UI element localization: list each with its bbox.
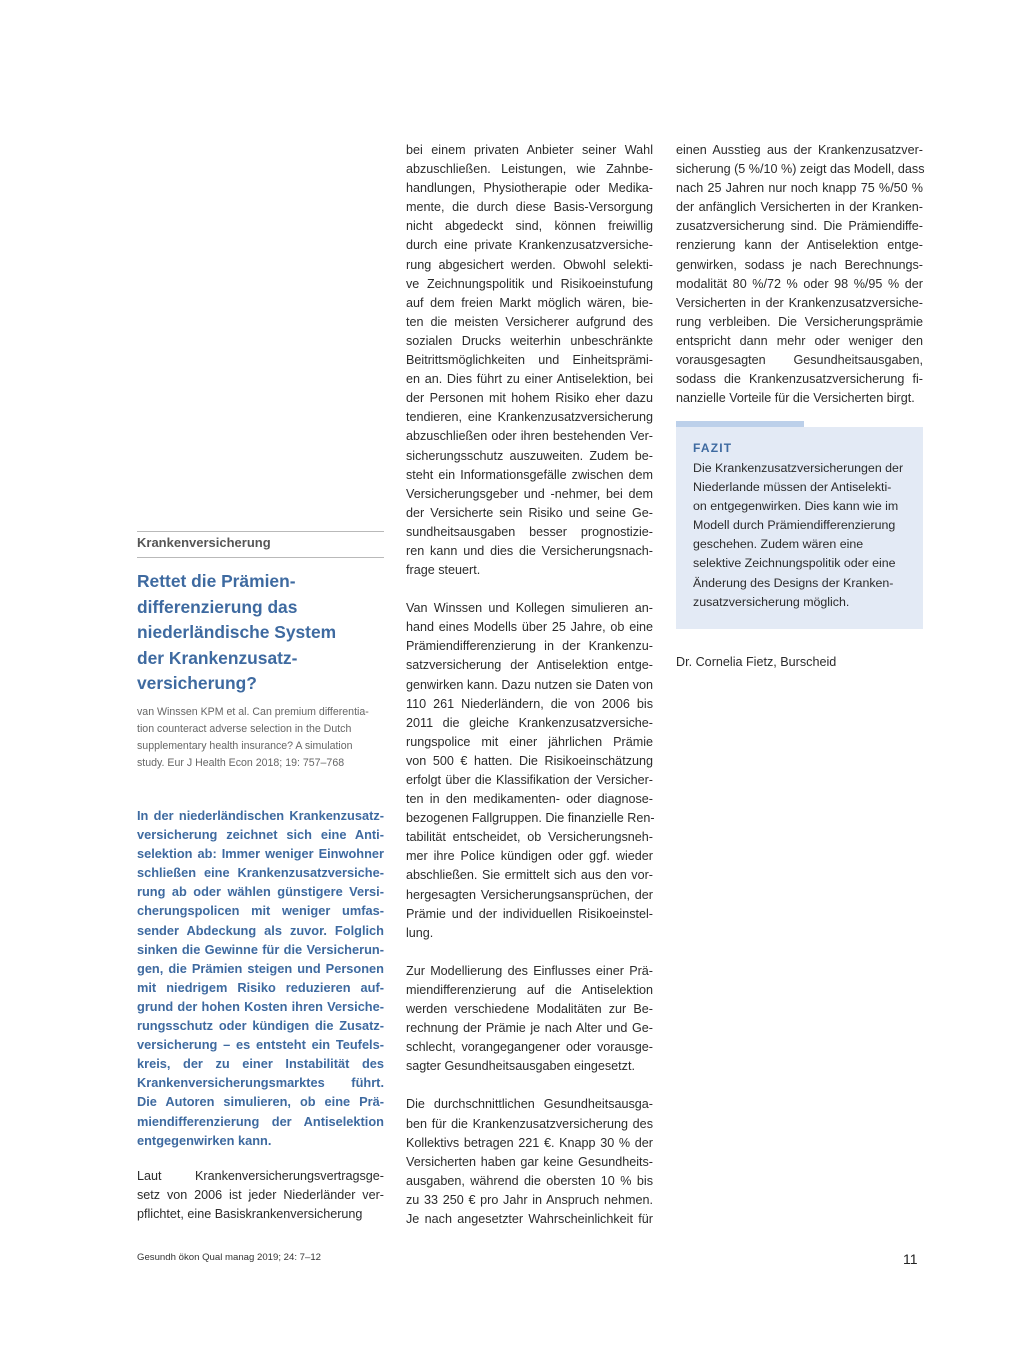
text-line: mente, die durch diese Basis-Versorgung bbox=[406, 200, 653, 215]
text-line: versicherung – es entsteht ein Teufels- bbox=[137, 1037, 384, 1053]
title-line: differenzierung das bbox=[137, 596, 298, 617]
text-line: sozialen Drucks weiterhin unbeschränkte bbox=[406, 333, 653, 348]
text-line: 110 261 Niederländern, die von 2006 bis bbox=[406, 696, 653, 711]
reference-citation bbox=[137, 704, 384, 772]
text-line: pflichtet, eine Basiskrankenversicherung bbox=[137, 1207, 363, 1222]
text-line: rungspolice mit einer jährlichen Prämie bbox=[406, 734, 653, 749]
text-line: Versicherten in der Krankenzusatzversiche- bbox=[676, 295, 923, 310]
text-line: bei einem privaten Anbieter seiner Wahl bbox=[406, 143, 653, 157]
text-line: ben für die Krankenzusatzversicherung des bbox=[406, 1116, 653, 1131]
text-line: miendifferenzierung auf die Antiselektion bbox=[406, 982, 653, 997]
text-line: sender Abdeckung als zuvor. Folglich bbox=[137, 922, 384, 938]
title-line: der Krankenzusatz- bbox=[137, 647, 298, 668]
text-line: auf dem freien Markt möglich wären, bie- bbox=[406, 295, 653, 310]
text-line: handlungen, Physiotherapie oder Medika- bbox=[406, 181, 653, 196]
text-line: rungsschutz oder kündigen die Zusatz- bbox=[137, 1018, 384, 1034]
text-line: Versicherten haben gar keine Gesundheits- bbox=[406, 1154, 653, 1169]
text-line: schlecht, vorangegangener oder vorausge- bbox=[406, 1040, 653, 1055]
footer-citation: Gesundh ökon Qual manag 2019; 24: 7–12 bbox=[137, 1252, 322, 1263]
text-line: en an. Dies führt zu einer Antiselektion, bei bbox=[406, 372, 653, 387]
text-line: Versicherungsgeber und -nehmer, bei dem bbox=[406, 486, 653, 501]
fazit-text bbox=[693, 459, 908, 612]
text-line: genwirken kann. Dazu nutzen sie Daten von bbox=[406, 677, 653, 692]
text-line: sicherung (5 %/10 %) zeigt das Modell, dass bbox=[676, 162, 925, 177]
text-line: renzierung kann der Antiselektion entge- bbox=[676, 238, 923, 253]
col1-body bbox=[137, 1167, 384, 1224]
text-line: einen Ausstieg aus der Krankenzusatzver- bbox=[676, 143, 923, 157]
text-line: zusatzversicherung möglich. bbox=[693, 594, 850, 609]
text-line: zusatzversicherung sind. Die Prämiendiffe- bbox=[676, 219, 923, 234]
text-line: sodass die Krankenzusatzversicherung fi- bbox=[676, 372, 923, 387]
text-line: erfolgt über die Klassifikation der Versicher- bbox=[406, 773, 653, 787]
fazit-heading: FAZIT bbox=[693, 441, 733, 455]
text-line: mer ihre Police kündigen oder ggf. wieder bbox=[406, 849, 653, 864]
text-line: miendifferenzierung der Antiselektion bbox=[137, 1113, 384, 1129]
paragraph bbox=[406, 1095, 653, 1229]
text-line: frage steuert. bbox=[406, 563, 481, 578]
text-line: Je nach angesetzter Wahrscheinlichkeit für bbox=[406, 1211, 653, 1226]
text-line: lung. bbox=[406, 925, 434, 940]
text-line: entgegenwirken kann. bbox=[137, 1132, 272, 1148]
text-line: Prämie und der individuellen Risikoeinstel- bbox=[406, 906, 653, 921]
section-label: Krankenversicherung bbox=[137, 535, 271, 550]
paragraph bbox=[406, 599, 653, 943]
text-line: abzuschließen oder ihren bestehenden Ver- bbox=[406, 429, 653, 444]
reference-line: tion counteract adverse selection in the Dutch bbox=[137, 723, 352, 735]
text-line: von 500 € hatten. Die Risikoeinschätzung bbox=[406, 753, 653, 768]
text-line: der Versicherte sein Risiko und seine Ge- bbox=[406, 505, 653, 520]
text-line: geschehen. Zudem wären eine bbox=[693, 537, 864, 552]
title-line: Rettet die Prämien- bbox=[137, 571, 296, 591]
text-line: Zur Modellierung des Einflusses einer Prä- bbox=[406, 963, 653, 978]
text-line: rechnung der Prämie je nach Alter und Ge- bbox=[406, 1021, 653, 1036]
text-line: sinken die Gewinne für die Versicherun- bbox=[137, 941, 384, 957]
text-line: der Personen mit hohem Risiko eher dazu bbox=[406, 391, 653, 406]
text-line: hergesagten Versicherungsansprüchen, der bbox=[406, 887, 653, 902]
text-line: Laut Krankenversicherungsvertragsge- bbox=[137, 1169, 384, 1183]
text-line: gen, die Prämien steigen und Personen bbox=[137, 960, 384, 976]
reference-line: van Winssen KPM et al. Can premium differentia- bbox=[137, 706, 369, 718]
text-line: ten in den medikamenten- oder diagnose- bbox=[406, 792, 653, 807]
text-line: ausgaben, während die obersten 10 % bis bbox=[406, 1173, 653, 1188]
text-line: Niederlande müssen der Antiselekti- bbox=[693, 480, 892, 495]
article-title bbox=[137, 569, 384, 697]
text-line: sicherungsschutz auszuweiten. Zudem be- bbox=[406, 448, 653, 463]
text-line: rung abgesichert werden. Obwohl selekti- bbox=[406, 257, 653, 272]
text-line: sagter Gesundheitsausgaben eingesetzt. bbox=[406, 1059, 635, 1074]
reference-line: supplementary health insurance? A simulation bbox=[137, 740, 353, 752]
text-line: tendieren, eine Krankenzusatzversicherung bbox=[406, 410, 653, 425]
text-line: cherungspolicen mit weniger umfas- bbox=[137, 903, 384, 919]
text-line: abschließen. Sie ermittelt sich aus den vor- bbox=[406, 868, 653, 883]
text-line: Krankenversicherungsmarktes führt. bbox=[137, 1075, 384, 1091]
text-line: nanzielle Vorteile für die Versicherten birgt. bbox=[676, 391, 915, 406]
text-line: setz von 2006 ist jeder Niederländer ver- bbox=[137, 1188, 384, 1203]
text-line: Van Winssen und Kollegen simulieren an- bbox=[406, 601, 653, 616]
text-line: Änderung des Designs der Kranken- bbox=[693, 575, 894, 590]
text-line: grund der hohen Kosten ihren Versiche- bbox=[137, 998, 384, 1014]
text-line: Modell durch Prämiendifferenzierung bbox=[693, 518, 896, 533]
text-line: nicht abgedeckt sind, können freiwillig bbox=[406, 219, 653, 234]
text-line: ren kann und dies die Versicherungsnach- bbox=[406, 543, 653, 558]
text-line: modalität 80 %/72 % oder 98 %/95 % der bbox=[676, 276, 923, 291]
text-line: ten die meisten Versicherer aufgrund des bbox=[406, 314, 653, 329]
text-line: steht ein Informationsgefälle zwischen dem bbox=[406, 467, 653, 482]
paragraph bbox=[406, 141, 653, 580]
text-line: versicherung zeichnet sich eine Anti- bbox=[137, 827, 384, 843]
text-line: 2011 die gleiche Krankenzusatzversiche- bbox=[406, 715, 653, 730]
text-line: Prämiendifferenzierung in der Krankenzu- bbox=[406, 639, 653, 654]
abstract bbox=[137, 806, 384, 1150]
text-line: In der niederländischen Krankenzusatz- bbox=[137, 808, 384, 823]
text-line: entspricht dann mehr oder weniger den bbox=[676, 333, 923, 348]
text-line: bezogenen Fallgruppen. Die finanzielle Ren- bbox=[406, 811, 655, 826]
text-line: Die durchschnittlichen Gesundheitsausga- bbox=[406, 1097, 653, 1112]
text-line: tabilität entscheidet, ob Versicherungsneh- bbox=[406, 830, 653, 845]
text-line: rung ab oder wählen günstigere Versi- bbox=[137, 884, 384, 900]
text-line: werden verschiedene Modalitäten zur Be- bbox=[406, 1002, 653, 1017]
page-number: 11 bbox=[903, 1251, 918, 1267]
section-bottom-rule bbox=[137, 557, 384, 558]
text-line: der anfänglich Versicherten in der Kranken- bbox=[676, 200, 923, 215]
text-line: satzversicherung der Antiselektion entge- bbox=[406, 658, 653, 673]
text-line: ve Zeichnungspolitik und Risikoeinstufung bbox=[406, 276, 653, 291]
text-line: rung verbleiben. Die Versicherungsprämie bbox=[676, 314, 923, 329]
text-line: Beitrittsmöglichkeiten und Einheitsprämi- bbox=[406, 353, 653, 368]
title-line: niederländische System bbox=[137, 622, 337, 643]
reference-line: study. Eur J Health Econ 2018; 19: 757–768 bbox=[137, 757, 345, 769]
text-line: selektive Zeichnungspolitik oder eine bbox=[693, 556, 896, 571]
text-line: durch eine private Krankenzusatzversiche- bbox=[406, 238, 653, 253]
text-line: mit niedrigem Risiko reduzieren auf- bbox=[137, 979, 384, 995]
text-line: sundheitsausgaben besser prognostizie- bbox=[406, 524, 653, 539]
text-line: Kollektivs betragen 221 €. Knapp 30 % der bbox=[406, 1135, 653, 1150]
text-line: kreis, der zu einer Instabilität des bbox=[137, 1056, 384, 1072]
text-line: genwirken, sodass je nach Berechnungs- bbox=[676, 257, 923, 272]
text-line: Die Autoren simulieren, ob eine Prä- bbox=[137, 1094, 384, 1110]
text-line: hand eines Modells über 25 Jahre, ob eine bbox=[406, 620, 653, 635]
text-line: Die Krankenzusatzversicherungen der bbox=[693, 461, 904, 475]
right-column bbox=[676, 141, 923, 408]
middle-column bbox=[406, 141, 653, 1248]
section-top-rule bbox=[137, 531, 384, 532]
text-line: on entgegenwirken. Dies kann wie im bbox=[693, 499, 899, 514]
text-line: schließen eine Krankenzusatzversiche- bbox=[137, 865, 384, 881]
text-line: zu 33 250 € pro Jahr in Anspruch nehmen. bbox=[406, 1192, 653, 1207]
author: Dr. Cornelia Fietz, Burscheid bbox=[676, 655, 837, 669]
text-line: nach 25 Jahren nur noch knapp 75 %/50 % bbox=[676, 181, 923, 196]
paragraph bbox=[406, 962, 653, 1077]
text-line: vorausgesagten Gesundheitsausgaben, bbox=[676, 353, 923, 368]
title-line: versicherung? bbox=[137, 673, 257, 694]
text-line: abzuschließen. Leistungen, wie Zahnbe- bbox=[406, 162, 653, 177]
text-line: selektion ab: Immer weniger Einwohner bbox=[137, 846, 384, 862]
